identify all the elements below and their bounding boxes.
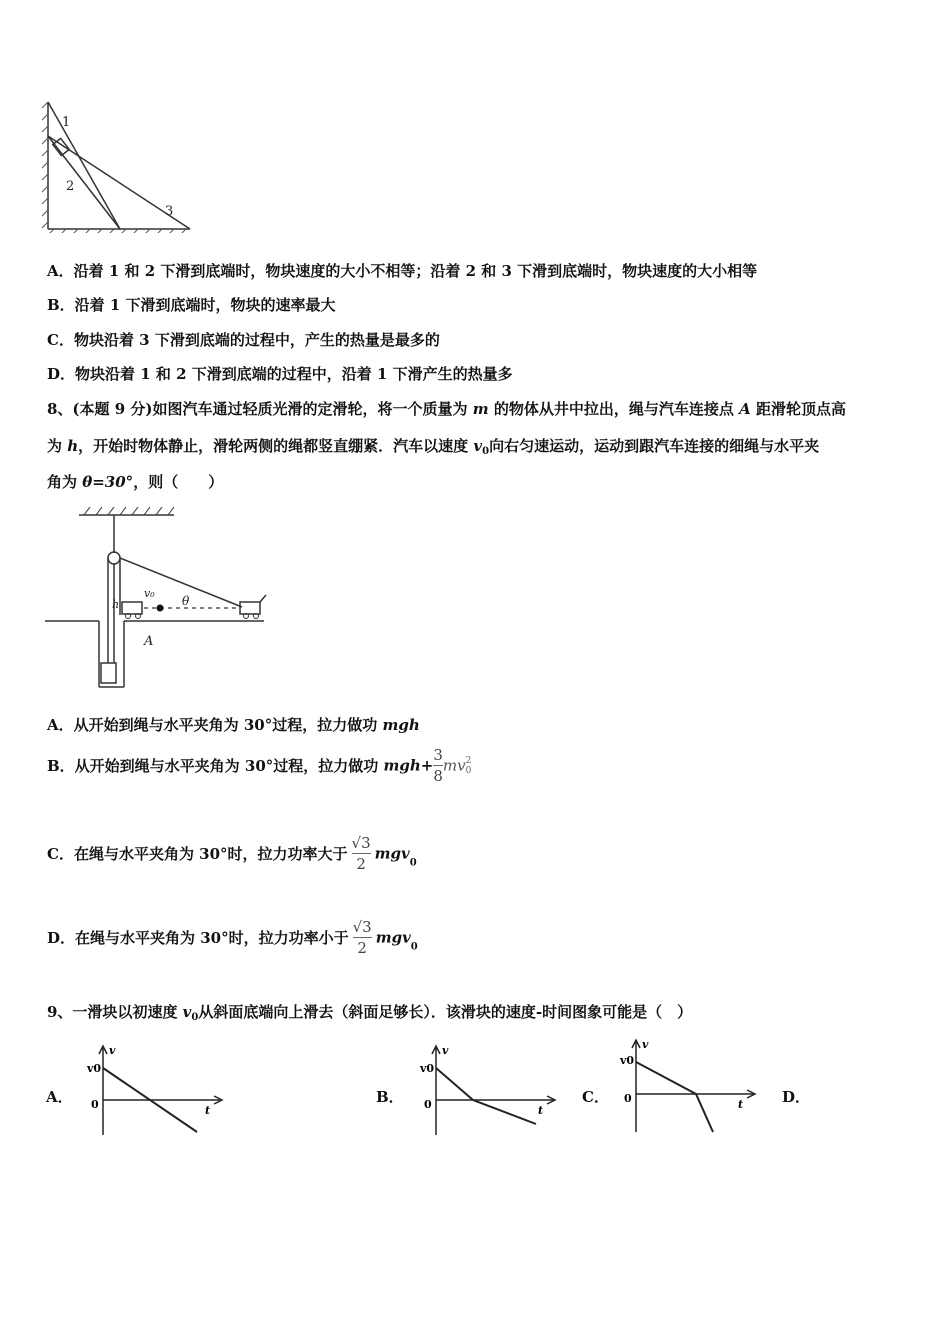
- q9-label-d: D．: [782, 1088, 811, 1106]
- graph-b-v0: v0: [420, 1062, 435, 1075]
- q9-label-c: C．: [582, 1088, 609, 1106]
- q9-label-a: A．: [46, 1088, 73, 1106]
- graph-a-axis-v: v: [109, 1044, 116, 1057]
- pulley-label-v0: v₀: [144, 587, 155, 600]
- fraction-sqrt3-2: $\frac{√3}{2}$: [351, 834, 371, 873]
- q8-option-b: B．从开始到绳与水平夹角为 30°过程，拉力做功 mgh+ $\frac{3}{8}$ mv 2 0: [47, 746, 472, 785]
- vt-graph-a: [85, 1040, 225, 1140]
- incline-label-2: 2: [66, 179, 75, 194]
- q7-option-c: C．物块沿着 3 下滑到底端的过程中，产生的热量是最多的: [47, 331, 440, 349]
- q9-label-b: B．: [376, 1088, 404, 1106]
- q9-stem: 9、一滑块以初速度 $v_0$从斜面底端向上滑去（斜面足够长）．该滑块的速度-时间图象可能是（ ）: [47, 1003, 693, 1023]
- incline-label-3: 3: [165, 204, 174, 219]
- fraction-3-8: $\frac{3}{8}$: [433, 746, 443, 785]
- graph-c-axis-t: t: [738, 1098, 744, 1111]
- graph-a-axis-t: t: [205, 1104, 211, 1117]
- pulley-label-h: h: [112, 598, 120, 611]
- fraction-sqrt3-2: $\frac{√3}{2}$: [352, 918, 372, 957]
- q8-option-d: D．在绳与水平夹角为 30°时，拉力功率小于 $\frac{√3}{2}$ mgv$_0$: [47, 918, 418, 957]
- incline-figure: [40, 98, 200, 233]
- q8-stem-line2: 为 h，开始时物体静止，滑轮两侧的绳都竖直绷紧．汽车以速度 $v_0$向右匀速运动，运动到跟汽车连接的细绳与水平夹: [47, 437, 820, 457]
- graph-c-axis-v: v: [642, 1038, 649, 1051]
- q7-option-a: A．沿着 1 和 2 下滑到底端时，物块速度的大小不相等；沿着 2 和 3 下滑到底端时，物块速度的大小相等: [47, 262, 758, 280]
- graph-c-origin: 0: [624, 1092, 632, 1105]
- graph-b-axis-v: v: [442, 1044, 449, 1057]
- graph-c-v0: v0: [620, 1054, 635, 1067]
- q8-option-c: C．在绳与水平夹角为 30°时，拉力功率大于 $\frac{√3}{2}$ mgv$_0$: [47, 834, 417, 873]
- vt-graph-c: [618, 1034, 758, 1134]
- q7-option-b: B．沿着 1 下滑到底端时，物块的速率最大: [47, 296, 336, 314]
- vt-graph-b: [418, 1040, 558, 1140]
- q8-stem-line3: 角为 θ=30°，则（ ）: [47, 473, 224, 491]
- graph-b-axis-t: t: [538, 1104, 544, 1117]
- pulley-label-a: A: [144, 634, 154, 649]
- q8-option-a: A．从开始到绳与水平夹角为 30°过程，拉力做功 mgh: [47, 716, 420, 734]
- graph-a-origin: 0: [91, 1098, 99, 1111]
- incline-label-1: 1: [62, 115, 71, 130]
- pulley-car-figure: [44, 505, 269, 690]
- q7-option-d: D．物块沿着 1 和 2 下滑到底端的过程中，沿着 1 下滑产生的热量多: [47, 365, 513, 383]
- pulley-label-theta: θ: [182, 594, 190, 608]
- q8-stem-line1: 8、(本题 9 分)如图汽车通过轻质光滑的定滑轮，将一个质量为 m 的物体从井中拉出，绳与汽车连接点 A 距滑轮顶点高: [47, 400, 846, 418]
- graph-a-v0: v0: [87, 1062, 102, 1075]
- graph-b-origin: 0: [424, 1098, 432, 1111]
